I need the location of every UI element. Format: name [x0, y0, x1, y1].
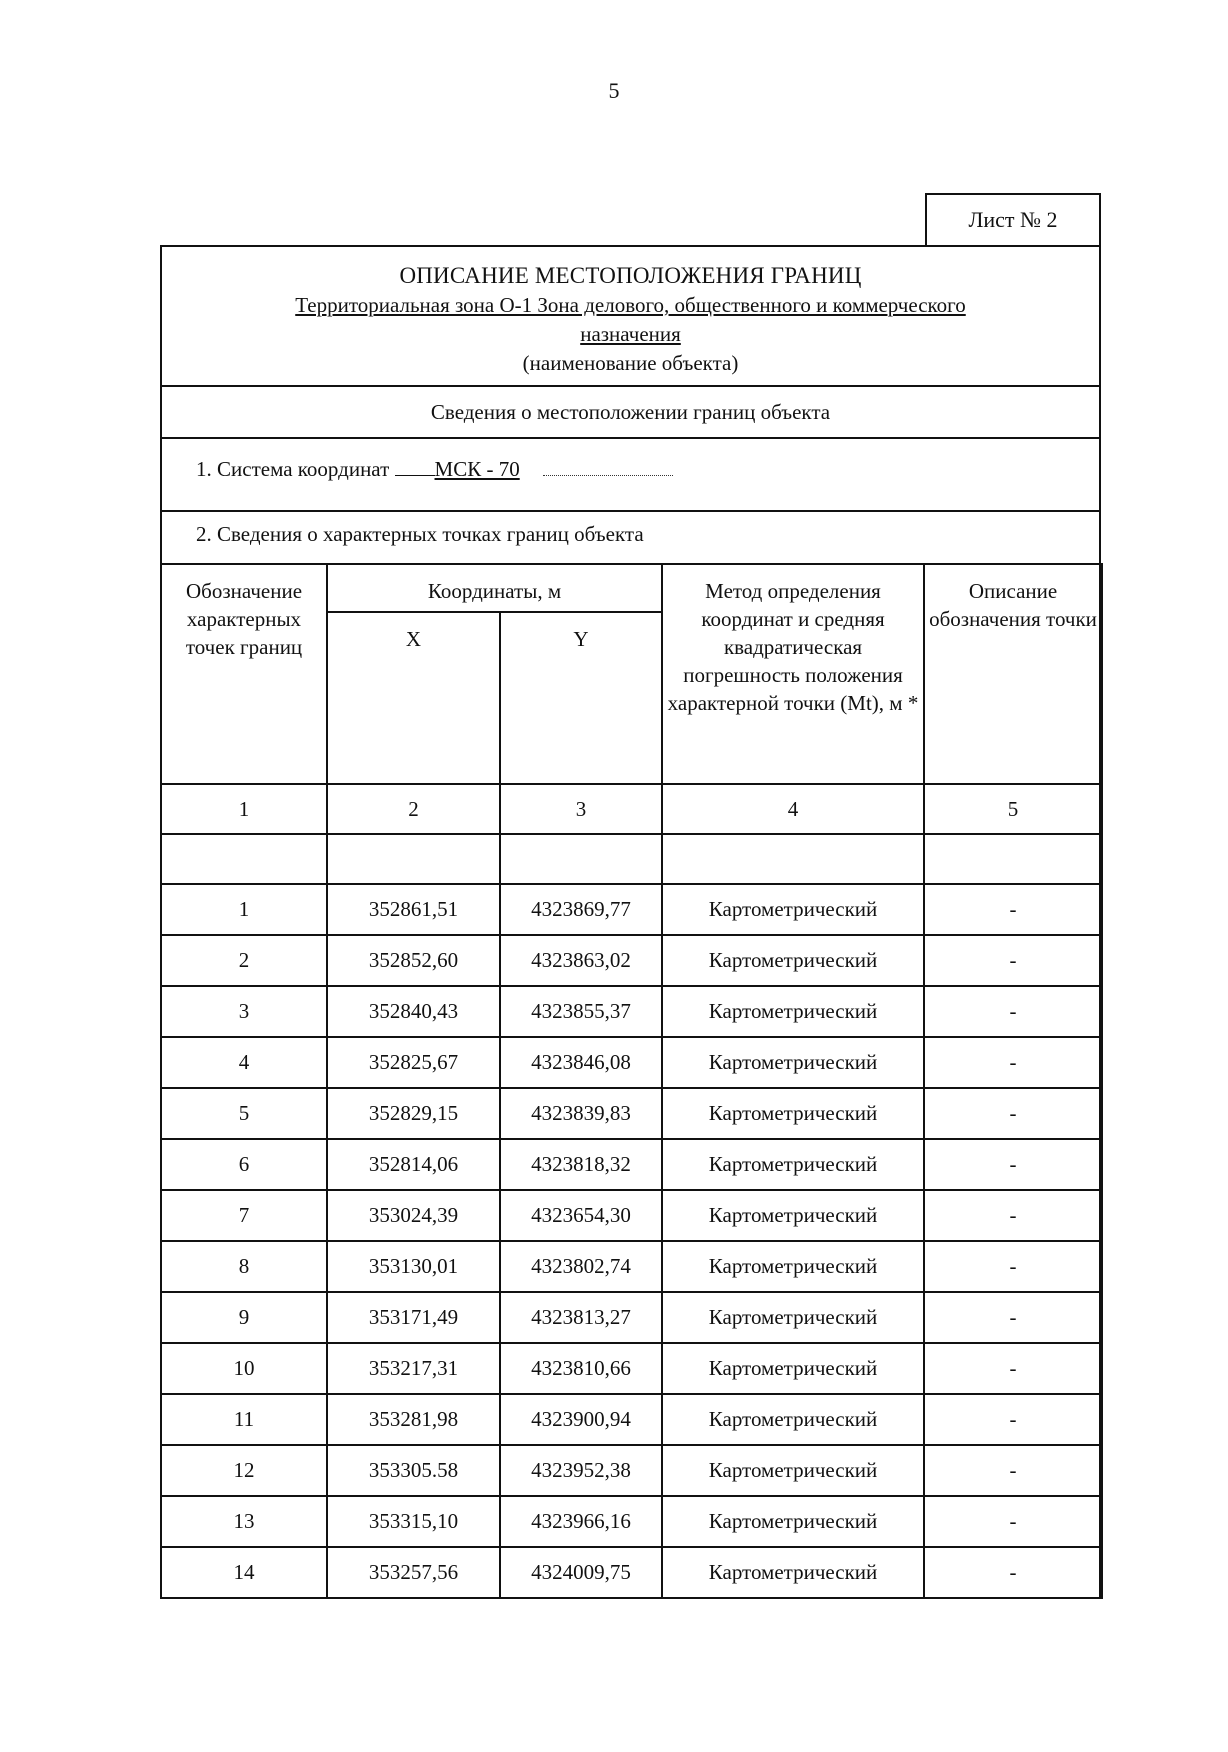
column-number: 5 — [924, 784, 1102, 834]
point-id: 12 — [161, 1445, 327, 1496]
empty-cell — [161, 834, 327, 884]
y-coordinate: 4323863,02 — [500, 935, 662, 986]
point-id: 2 — [161, 935, 327, 986]
table-row — [161, 1496, 1102, 1547]
y-coordinate: 4323813,27 — [500, 1292, 662, 1343]
table-row — [161, 1088, 1102, 1139]
y-coordinate: 4323966,16 — [500, 1496, 662, 1547]
x-coordinate: 353281,98 — [327, 1394, 500, 1445]
point-description: - — [924, 1394, 1102, 1445]
point-description: - — [924, 1496, 1102, 1547]
table-row — [161, 1190, 1102, 1241]
method: Картометрический — [662, 1394, 924, 1445]
table-row — [161, 1394, 1102, 1445]
point-id: 1 — [161, 884, 327, 935]
y-coordinate: 4323900,94 — [500, 1394, 662, 1445]
header-y: Y — [500, 612, 662, 784]
table-row — [161, 1241, 1102, 1292]
method: Картометрический — [662, 1139, 924, 1190]
y-coordinate: 4323952,38 — [500, 1445, 662, 1496]
sheet-label: Лист № 2 — [925, 193, 1101, 245]
coordinate-system — [162, 439, 1099, 512]
x-coordinate: 353305.58 — [327, 1445, 500, 1496]
method: Картометрический — [662, 884, 924, 935]
title-block — [162, 247, 1099, 387]
point-description: - — [924, 1088, 1102, 1139]
method: Картометрический — [662, 1190, 924, 1241]
table-row — [161, 1445, 1102, 1496]
point-description: - — [924, 1241, 1102, 1292]
table-row — [161, 986, 1102, 1037]
empty-cell — [924, 834, 1102, 884]
method: Картометрический — [662, 1547, 924, 1598]
column-number: 4 — [662, 784, 924, 834]
point-id: 7 — [161, 1190, 327, 1241]
x-coordinate: 353024,39 — [327, 1190, 500, 1241]
point-description: - — [924, 1190, 1102, 1241]
point-id: 14 — [161, 1547, 327, 1598]
table-row — [161, 1343, 1102, 1394]
x-coordinate: 352861,51 — [327, 884, 500, 935]
x-coordinate: 353257,56 — [327, 1547, 500, 1598]
coordinate-system-label: 1. Система координат — [196, 457, 390, 481]
y-coordinate: 4323818,32 — [500, 1139, 662, 1190]
column-number: 2 — [327, 784, 500, 834]
column-number-row — [161, 784, 1102, 834]
y-coordinate: 4323855,37 — [500, 986, 662, 1037]
method: Картометрический — [662, 1088, 924, 1139]
point-description: - — [924, 1037, 1102, 1088]
method: Картометрический — [662, 1241, 924, 1292]
method: Картометрический — [662, 1496, 924, 1547]
table-row — [161, 1547, 1102, 1598]
method: Картометрический — [662, 935, 924, 986]
header-x: X — [327, 612, 500, 784]
x-coordinate: 353130,01 — [327, 1241, 500, 1292]
point-description: - — [924, 884, 1102, 935]
points-heading: 2. Сведения о характерных точках границ объекта — [196, 522, 644, 546]
point-description: - — [924, 1547, 1102, 1598]
method: Картометрический — [662, 1445, 924, 1496]
empty-cell — [500, 834, 662, 884]
x-coordinate: 352825,67 — [327, 1037, 500, 1088]
object-name-line-1: Территориальная зона О-1 Зона делового, общественного и коммерческого — [295, 293, 966, 317]
table-row — [161, 935, 1102, 986]
points-table — [160, 563, 1103, 1599]
coordinate-system-value: МСК - 70 — [434, 457, 520, 481]
object-name-line-2: назначения — [580, 322, 681, 346]
point-description: - — [924, 935, 1102, 986]
point-description: - — [924, 1292, 1102, 1343]
object-name-caption: (наименование объекта) — [522, 351, 739, 375]
point-id: 8 — [161, 1241, 327, 1292]
blank-row — [161, 834, 1102, 884]
point-id: 13 — [161, 1496, 327, 1547]
table-row — [161, 1037, 1102, 1088]
point-id: 5 — [161, 1088, 327, 1139]
table-row — [161, 1139, 1102, 1190]
x-coordinate: 353217,31 — [327, 1343, 500, 1394]
y-coordinate: 4323869,77 — [500, 884, 662, 935]
blank-line — [395, 475, 435, 476]
method: Картометрический — [662, 986, 924, 1037]
point-id: 11 — [161, 1394, 327, 1445]
header-method: Метод определения координат и средняя квадратическая погрешность положения характерной точки (Mt), м * — [662, 564, 924, 784]
method: Картометрический — [662, 1343, 924, 1394]
x-coordinate: 352852,60 — [327, 935, 500, 986]
table-row — [161, 884, 1102, 935]
x-coordinate: 352829,15 — [327, 1088, 500, 1139]
table-row — [161, 1292, 1102, 1343]
header-coordinates: Координаты, м — [327, 564, 662, 612]
x-coordinate: 352814,06 — [327, 1139, 500, 1190]
y-coordinate: 4324009,75 — [500, 1547, 662, 1598]
blank-line — [543, 475, 673, 476]
method: Картометрический — [662, 1037, 924, 1088]
x-coordinate: 352840,43 — [327, 986, 500, 1037]
column-number: 1 — [161, 784, 327, 834]
empty-cell — [327, 834, 500, 884]
empty-cell — [662, 834, 924, 884]
y-coordinate: 4323846,08 — [500, 1037, 662, 1088]
y-coordinate: 4323810,66 — [500, 1343, 662, 1394]
column-number: 3 — [500, 784, 662, 834]
point-description: - — [924, 1343, 1102, 1394]
y-coordinate: 4323839,83 — [500, 1088, 662, 1139]
header-designation: Обозначение характерных точек границ — [161, 564, 327, 784]
point-id: 6 — [161, 1139, 327, 1190]
point-description: - — [924, 1139, 1102, 1190]
header-description: Описание обозначения точки — [924, 564, 1102, 784]
point-description: - — [924, 1445, 1102, 1496]
y-coordinate: 4323654,30 — [500, 1190, 662, 1241]
point-id: 4 — [161, 1037, 327, 1088]
y-coordinate: 4323802,74 — [500, 1241, 662, 1292]
x-coordinate: 353315,10 — [327, 1496, 500, 1547]
method: Картометрический — [662, 1292, 924, 1343]
x-coordinate: 353171,49 — [327, 1292, 500, 1343]
point-id: 3 — [161, 986, 327, 1037]
point-description: - — [924, 986, 1102, 1037]
point-id: 9 — [161, 1292, 327, 1343]
section-heading: Сведения о местоположении границ объекта — [162, 387, 1099, 439]
document-title: ОПИСАНИЕ МЕСТОПОЛОЖЕНИЯ ГРАНИЦ — [399, 263, 862, 288]
point-id: 10 — [161, 1343, 327, 1394]
boundary-description-form — [160, 245, 1101, 1599]
page-number: 5 — [608, 78, 620, 103]
